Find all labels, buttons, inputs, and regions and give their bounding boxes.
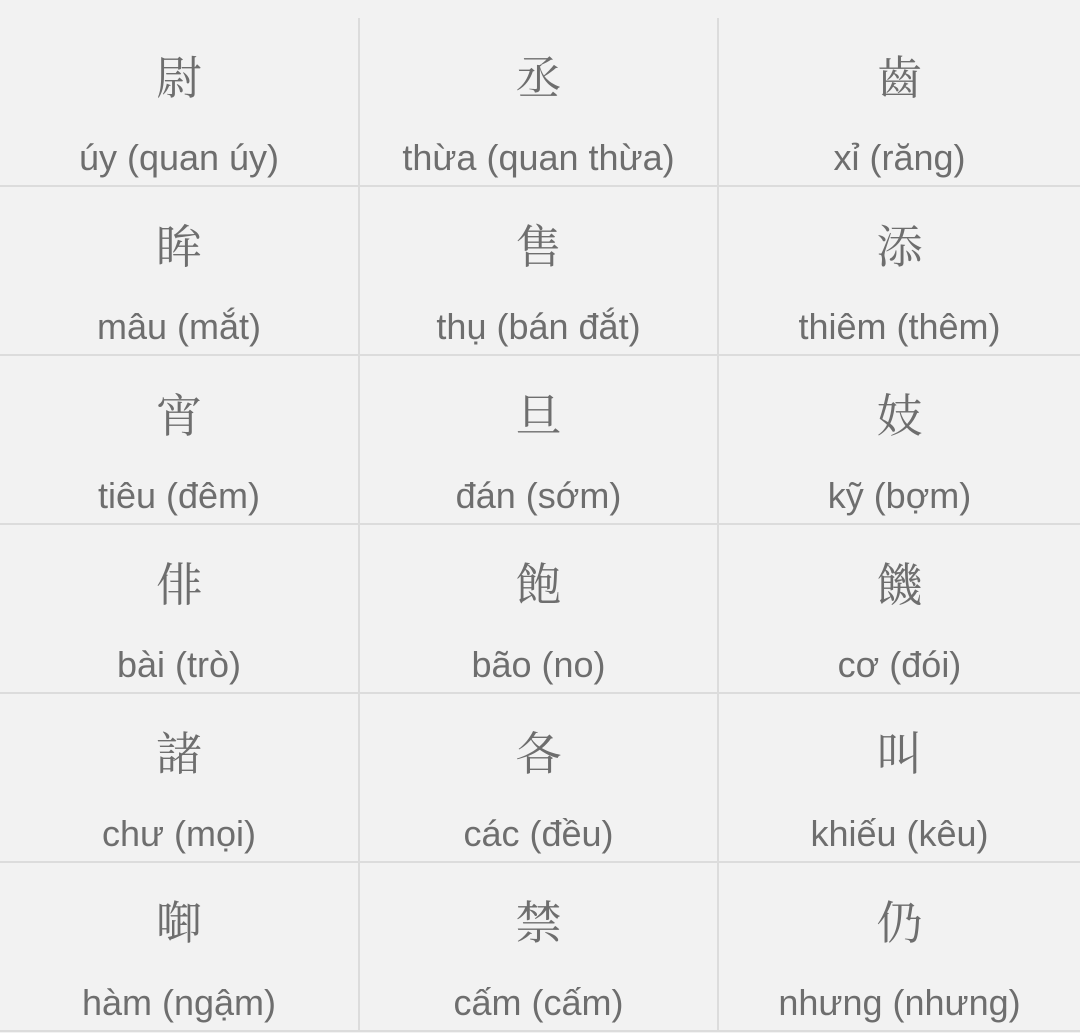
han-character: 宵: [156, 389, 202, 443]
vocab-cell: [0, 187, 358, 356]
han-character: 添: [876, 220, 923, 274]
vocab-cell: [719, 356, 1080, 525]
vocab-cell: [360, 863, 717, 1032]
vietnamese-gloss: thụ (bán đắt): [436, 306, 641, 347]
vocab-cell: [719, 694, 1080, 863]
vocab-cell: [0, 863, 358, 1032]
vietnamese-gloss: bài (trò): [116, 644, 242, 685]
vietnamese-gloss: úy (quan úy): [78, 137, 280, 178]
vietnamese-gloss: kỹ (bợm): [827, 475, 972, 516]
vietnamese-gloss: các (đều): [463, 813, 614, 854]
han-character: 諸: [156, 727, 202, 781]
han-character: 叫: [876, 727, 923, 781]
vocab-cell: [0, 525, 358, 694]
vietnamese-gloss: bão (no): [471, 644, 606, 685]
vocab-cell: [360, 694, 717, 863]
vocab-cell: [0, 356, 358, 525]
vietnamese-gloss: cơ (đói): [837, 644, 962, 685]
han-character: 眸: [156, 220, 202, 274]
han-character: 俳: [156, 558, 202, 612]
vocab-cell: [719, 18, 1080, 187]
han-character: 齒: [876, 51, 923, 105]
han-character: 旦: [515, 389, 562, 443]
vocab-cell: [719, 863, 1080, 1032]
vocab-cell: [719, 525, 1080, 694]
vietnamese-gloss: thừa (quan thừa): [402, 137, 675, 178]
vocab-cell: [360, 525, 717, 694]
han-character: 各: [515, 727, 562, 781]
han-character: 禁: [515, 896, 562, 950]
vocabulary-grid: [0, 18, 1080, 1033]
vocab-cell: [719, 187, 1080, 356]
han-character: 售: [515, 220, 562, 274]
han-character: 饑: [876, 558, 923, 612]
vocab-cell: [360, 18, 717, 187]
vietnamese-gloss: tiêu (đêm): [97, 475, 261, 516]
vietnamese-gloss: nhưng (nhưng): [778, 982, 1021, 1023]
vietnamese-gloss: mâu (mắt): [96, 306, 262, 347]
vietnamese-gloss: xỉ (răng): [833, 137, 966, 178]
han-character: 飽: [515, 558, 562, 612]
vocab-cell: [0, 694, 358, 863]
han-character: 啣: [156, 896, 202, 950]
vietnamese-gloss: cấm (cấm): [453, 982, 624, 1023]
vocab-cell: [360, 187, 717, 356]
vietnamese-gloss: hàm (ngậm): [81, 982, 277, 1023]
han-character: 尉: [156, 51, 202, 105]
vietnamese-gloss: khiếu (kêu): [810, 813, 989, 854]
vietnamese-gloss: chư (mọi): [101, 813, 257, 854]
han-character: 妓: [876, 389, 923, 443]
vietnamese-gloss: thiêm (thêm): [798, 306, 1001, 347]
han-character: 丞: [515, 51, 562, 105]
han-character: 仍: [876, 896, 923, 950]
vocab-cell: [360, 356, 717, 525]
vocab-cell: [0, 18, 358, 187]
vietnamese-gloss: đán (sớm): [455, 475, 622, 516]
